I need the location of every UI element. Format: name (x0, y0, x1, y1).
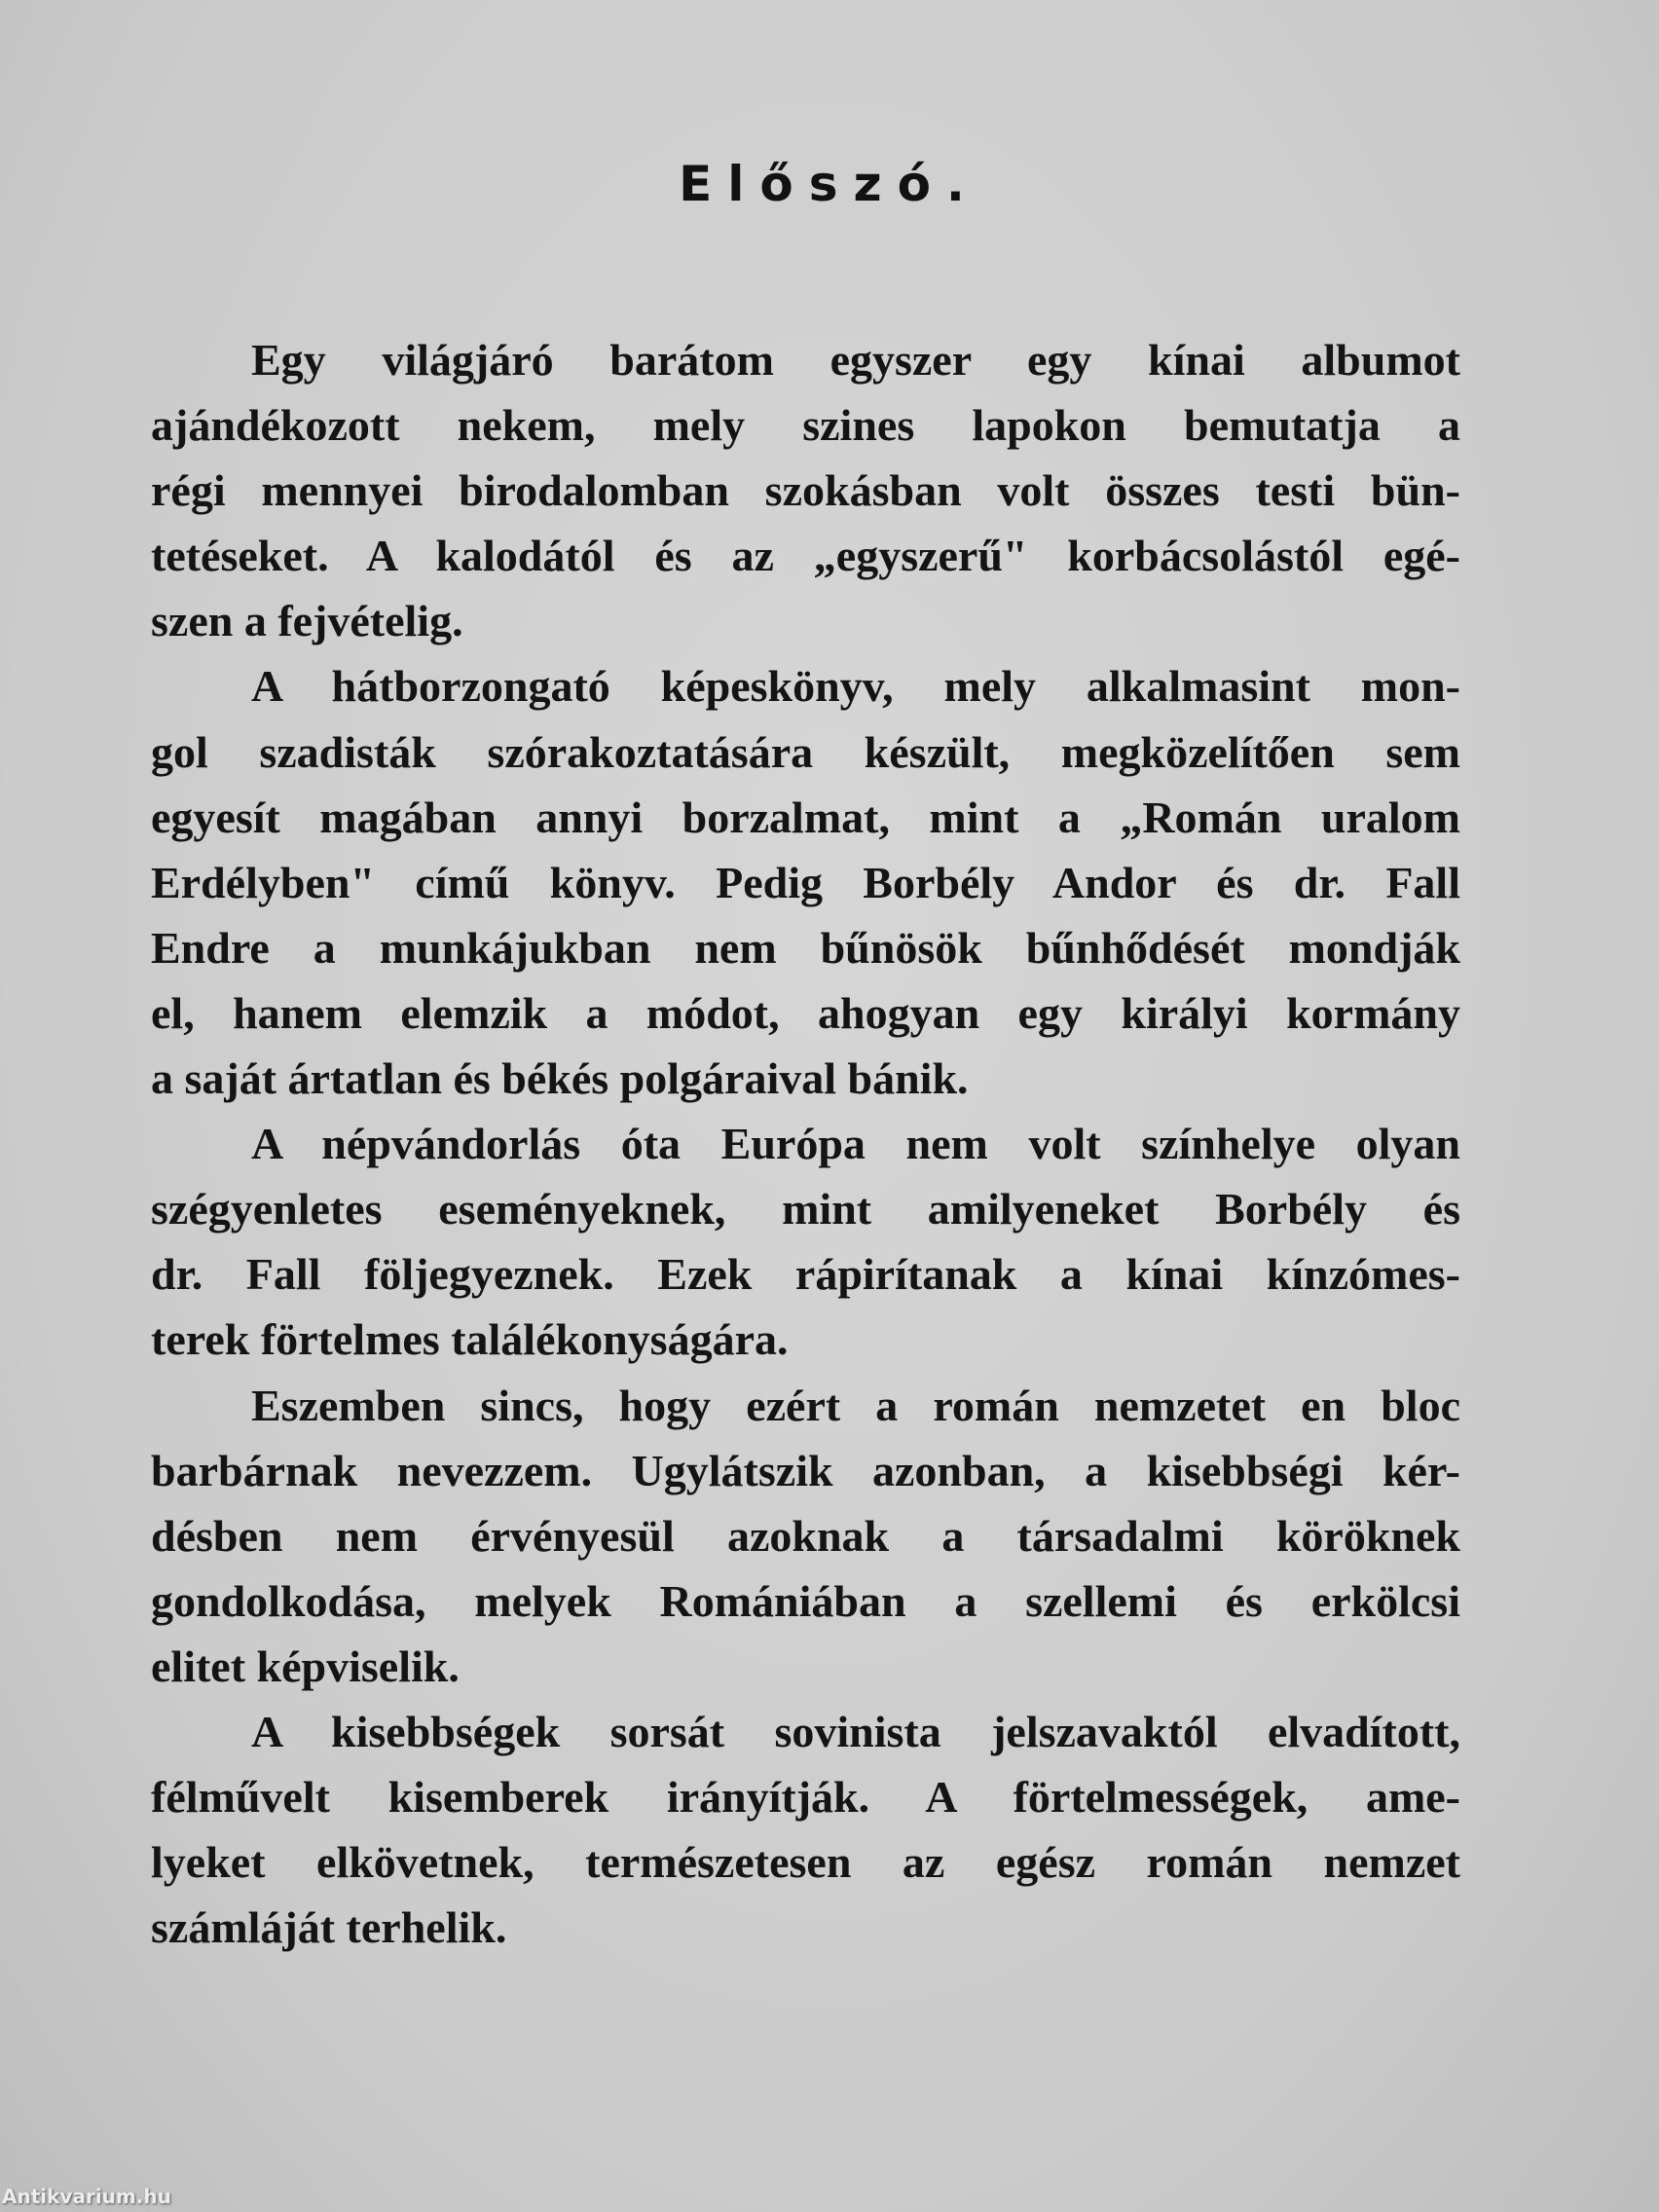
text-line: számláját terhelik. (151, 1902, 507, 1953)
preface-body (151, 327, 1460, 1960)
text-line: Egy világjáró barátom egyszer egy kínai albumot (251, 335, 1460, 385)
text-line: A kisebbségek sorsát sovinista jelszavaktól elvadított, (251, 1706, 1460, 1756)
paragraph (151, 327, 1460, 653)
paragraph (151, 1111, 1460, 1372)
text-line: Eszemben sincs, hogy ezért a román nemzetet en bloc (251, 1380, 1460, 1430)
paragraph (151, 1373, 1460, 1699)
text-line: egyesít magában annyi borzalmat, mint a „Román uralom (151, 792, 1460, 842)
text-line: szen a fejvételig. (151, 596, 463, 646)
text-line: ajándékozott nekem, mely szines lapokon bemutatja a (151, 400, 1460, 451)
text-line: gondolkodása, melyek Romániában a szellemi és erkölcsi (151, 1575, 1460, 1626)
text-line: el, hanem elemzik a módot, ahogyan egy királyi kormány (151, 987, 1460, 1038)
text-line: barbárnak nevezzem. Ugylátszik azonban, a kisebbségi kér- (151, 1445, 1460, 1495)
text-line: félművelt kisemberek irányítják. A förtelmességek, ame- (151, 1772, 1460, 1823)
text-line: régi mennyei birodalomban szokásban volt összes testi bün- (151, 465, 1460, 516)
text-line: lyeket elkövetnek, természetesen az egész román nemzet (151, 1837, 1460, 1888)
text-line: A hátborzongató képeskönyv, mely alkalmasint mon- (251, 661, 1460, 712)
paragraph (151, 653, 1460, 1111)
text-line: désben nem érvényesül azoknak a társadalmi köröknek (151, 1510, 1460, 1561)
text-line: dr. Fall följegyeznek. Ezek rápirítanak a kínai kínzómes- (151, 1249, 1460, 1300)
text-line: a saját ártatlan és békés polgáraival bánik. (151, 1053, 969, 1104)
text-line: tetéseket. A kalodától és az „egyszerű" korbácsolástól egé- (151, 531, 1460, 581)
text-line: gol szadisták szórakoztatására készült, megközelítően sem (151, 726, 1460, 777)
text-line: A népvándorlás óta Európa nem volt színhelye olyan (251, 1119, 1460, 1169)
text-line: szégyenletes eseményeknek, mint amilyeneket Borbély és (151, 1184, 1460, 1235)
text-line: Erdélyben" című könyv. Pedig Borbély Andor és dr. Fall (151, 857, 1460, 907)
text-line: Endre a munkájukban nem bűnösök bűnhődését mondják (151, 922, 1460, 973)
paragraph (151, 1699, 1460, 1960)
page-title: Előszó. (679, 156, 980, 212)
text-line: elitet képviselik. (151, 1641, 460, 1691)
text-line: terek förtelmes találékonyságára. (151, 1314, 789, 1365)
watermark: Antikvarium.hu (2, 2185, 171, 2208)
